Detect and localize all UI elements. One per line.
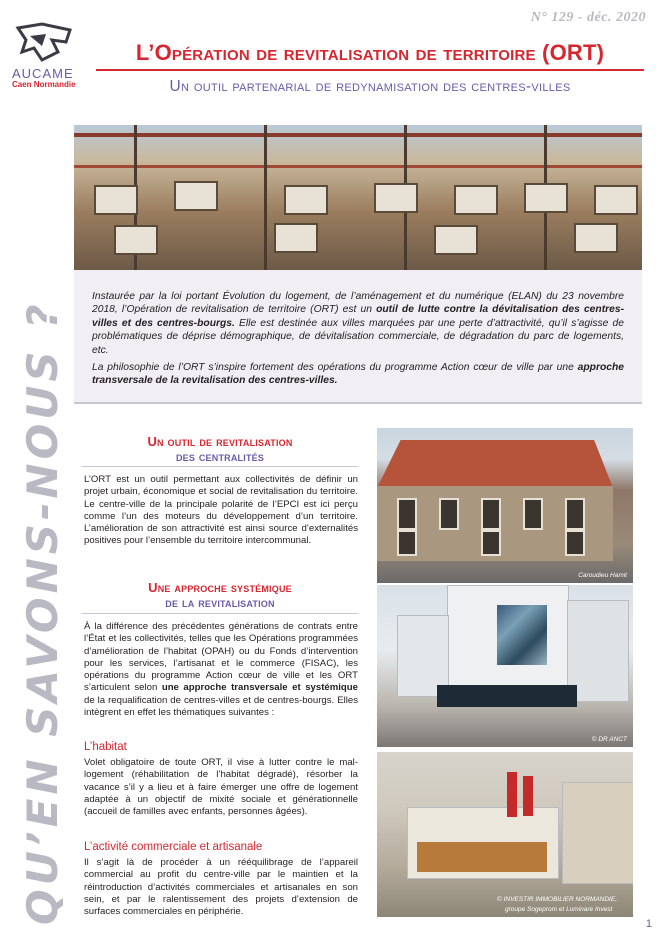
commerce-heading: L’activité commerciale et artisanale — [84, 841, 263, 853]
commerce-body: Il s’agit là de procéder à un rééquilibrage de l’appareil commercial au profit du centre-ville par le maintien et la réintroduction d’activités commerciales et artisanales en son sein, et par le ralentissement des projets d’extension de surfaces commerciales en périphérie. — [84, 857, 358, 918]
section1-heading: Un outil de revitalisation des centralités — [147, 434, 293, 464]
habitat-body: Volet obligatoire de toute ORT, il vise à lutter contre le mal-logement (réhabilitation de l’habitat dégradé), résorber la vacance s’il y a lieu et à faire émerger une offre de logement adaptée à un objectif de mixité sociale et générationnelle (accueil de familles avec enfants, personnes âgées). — [84, 757, 358, 818]
habitat-heading: L’habitat — [84, 741, 127, 753]
section2-heading: Une approche systémique de la revitalisation — [148, 580, 292, 610]
page-title: L’Opération de revitalisation de territoire (ORT) — [135, 40, 605, 65]
intro-box — [74, 270, 642, 404]
photo2-credit: © DR ANCT — [591, 736, 627, 743]
photo1-credit: Caroudieu Hamit — [578, 572, 627, 579]
intro-paragraph-2: La philosophie de l’ORT s’inspire fortement des opérations du programme Action cœur de ville par une approche transversale de la revitalisation des centres-villes. — [92, 362, 624, 387]
aucame-logo — [12, 22, 78, 89]
page-number: 1 — [645, 918, 652, 930]
photo-modern-building — [377, 585, 633, 747]
section1-body: L’ORT est un outil permettant aux collectivités de définir un projet urbain, économique et social de revitalisation du territoire. Le centre-ville de la principale polarité de l’EPCI est ici perçu comme l’un des moteurs du développement d’un territoire. L’amélioration de son attractivité est ainsi source d’externalités positives pour l’ensemble du territoire intercommunal. — [84, 474, 358, 547]
photo3-credit-line1: © INVESTIR IMMOBILIER NORMANDIE, — [497, 896, 617, 903]
section1-rule — [82, 466, 358, 467]
intro-paragraph-1: Instaurée par la loi portant Évolution du logement, de l’aménagement et du numérique (ELAN) du 23 novembre 2018, l’Opération de revitalisation de territoire (ORT) est un outil de lutte contre la dévitalisation des centres-villes et des centres-bourgs. Elle est destinée aux villes marquées par une perte d’attractivité, qu’il s’agisse de problématiques de déprise démographique, de dévitalisation commerciale, de dégradation du parc de logements, etc. — [92, 291, 625, 356]
title-underline — [96, 69, 644, 71]
photo-brick-building — [377, 428, 633, 583]
logo-mark-icon — [12, 22, 76, 64]
logo-name: AUCAME — [12, 66, 74, 81]
photo-rendering — [377, 752, 633, 917]
side-banner: QU’EN SAVONS-NOUS ? — [18, 300, 67, 925]
photo3-credit-line2: groupe Sogeprom et Luminare Invest — [505, 906, 613, 913]
issue-number: N° 129 - déc. 2020 — [530, 10, 646, 25]
page-subtitle: Un outil partenarial de redynamisation des centres-villes — [169, 78, 571, 95]
hero-photo — [74, 125, 642, 270]
logo-subtitle: Caen Normandie — [12, 80, 76, 89]
section2-body: À la différence des précédentes générations de contrats entre l’État et les collectivités, telles que les Opérations programmées d’amélioration de l’habitat (OPAH) ou du Fonds d’intervention pour les services, l’artisanat et le commerce (FISAC), les opérations du programme Action cœur de ville et les ORT s’articulent selon une approche transversale et systémique de la requalification de centres-villes et de centres-bourgs. Elles intègrent en effet les thématiques suivantes : — [84, 621, 358, 719]
section2-rule — [82, 613, 358, 614]
